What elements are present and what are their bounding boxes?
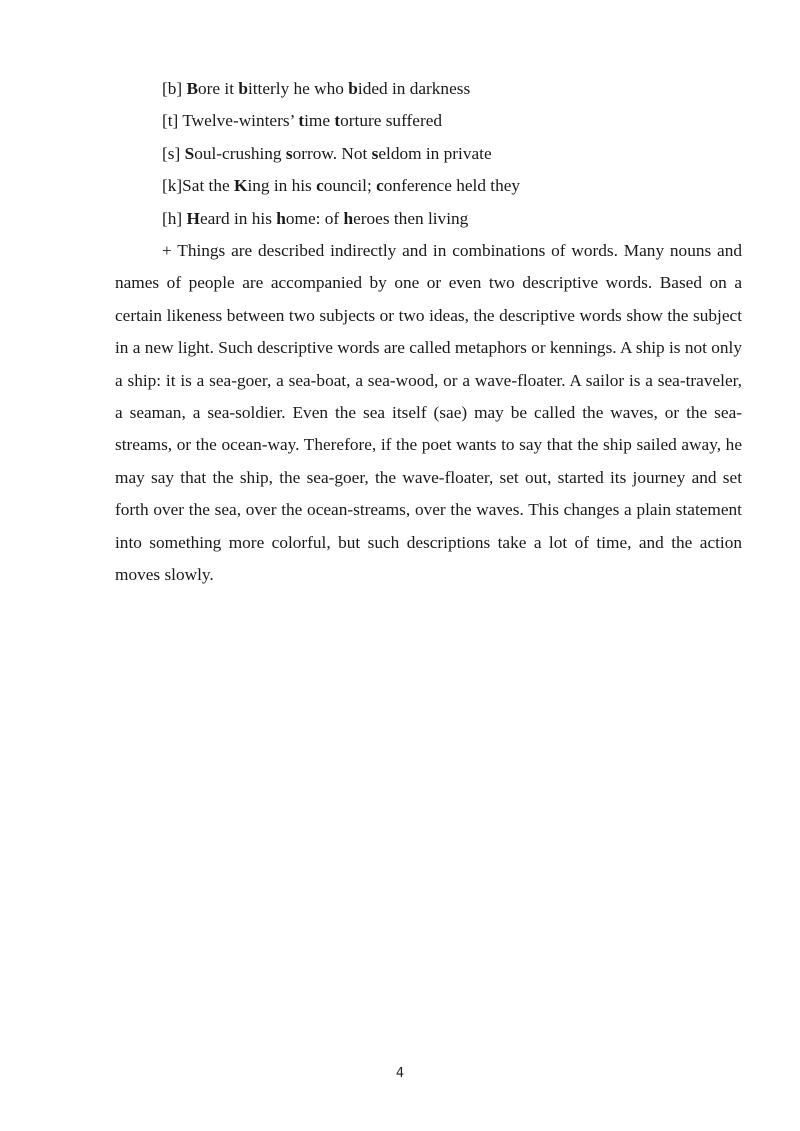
- verse-tag: [h]: [162, 208, 187, 228]
- alliterating-letter: c: [316, 176, 324, 196]
- verse-text: orture suffered: [340, 111, 443, 131]
- alliterating-letter: K: [234, 176, 248, 196]
- verse-line: [115, 73, 742, 105]
- verse-text: ided in darkness: [357, 79, 471, 98]
- verse-text: ime: [304, 111, 335, 131]
- alliterating-letter: t: [298, 111, 305, 131]
- alliterating-letter: H: [186, 208, 200, 228]
- alliterative-verse-block: [115, 73, 742, 235]
- verse-text: eroes then living: [353, 208, 469, 228]
- alliterating-letter: h: [343, 208, 354, 228]
- alliterating-letter: S: [184, 143, 195, 163]
- alliterating-letter: b: [238, 79, 248, 98]
- verse-line: [115, 170, 742, 202]
- verse-tag: [b]: [162, 79, 187, 98]
- verse-line: [115, 203, 742, 235]
- verse-line: [115, 138, 742, 170]
- alliterating-letter: c: [376, 176, 384, 196]
- alliterating-letter: b: [348, 79, 358, 98]
- verse-text: Sat the: [182, 176, 234, 196]
- alliterating-letter: h: [276, 208, 286, 228]
- kennings-paragraph: + Things are described indirectly and in combinations of words. Many nouns and names of people are accompanied by one or even two descriptive words. Based on a certain likeness between two subjects or two ideas, the descriptive words show the subject in a new light. Such descriptive words are called metaphors or kennings. A ship is not only a ship: it is a sea-goer, a sea-boat, a sea-wood, or a wave-floater. A sailor is a sea-traveler, a seaman, a sea-soldier. Even the sea itself (sae) may be called the waves, or the sea-streams, or the ocean-way. Therefore, if the poet wants to say that the ship sailed away, he may say that the ship, the sea-goer, the wave-floater, set out, started its journey and set forth over the sea, over the ocean-streams, over the waves. This changes a plain statement into something more colorful, but such descriptions take a lot of time, and the action moves slowly.: [115, 241, 742, 585]
- verse-text: ouncil;: [323, 176, 377, 196]
- verse-line: [115, 105, 742, 137]
- alliterating-letter: s: [285, 143, 293, 163]
- alliterating-letter: B: [186, 79, 199, 98]
- verse-tag: [t]: [162, 111, 183, 131]
- verse-text: ome: of: [285, 208, 344, 228]
- verse-text: eldom in private: [378, 143, 492, 163]
- page-number: 4: [395, 1066, 405, 1081]
- alliterating-letter: t: [334, 111, 341, 131]
- verse-text: Twelve-winters’: [182, 111, 299, 131]
- verse-tag: [k]: [162, 176, 183, 196]
- verse-text: orrow. Not: [292, 143, 372, 163]
- verse-text: itterly he who: [247, 79, 349, 98]
- verse-text: oul-crushing: [194, 143, 286, 163]
- verse-tag: [s]: [162, 143, 185, 163]
- alliterating-letter: s: [371, 143, 379, 163]
- verse-text: onference held they: [383, 176, 521, 196]
- verse-text: eard in his: [199, 208, 277, 228]
- page-content: [115, 73, 742, 592]
- verse-text: ore it: [198, 79, 239, 98]
- verse-text: ing in his: [247, 176, 317, 196]
